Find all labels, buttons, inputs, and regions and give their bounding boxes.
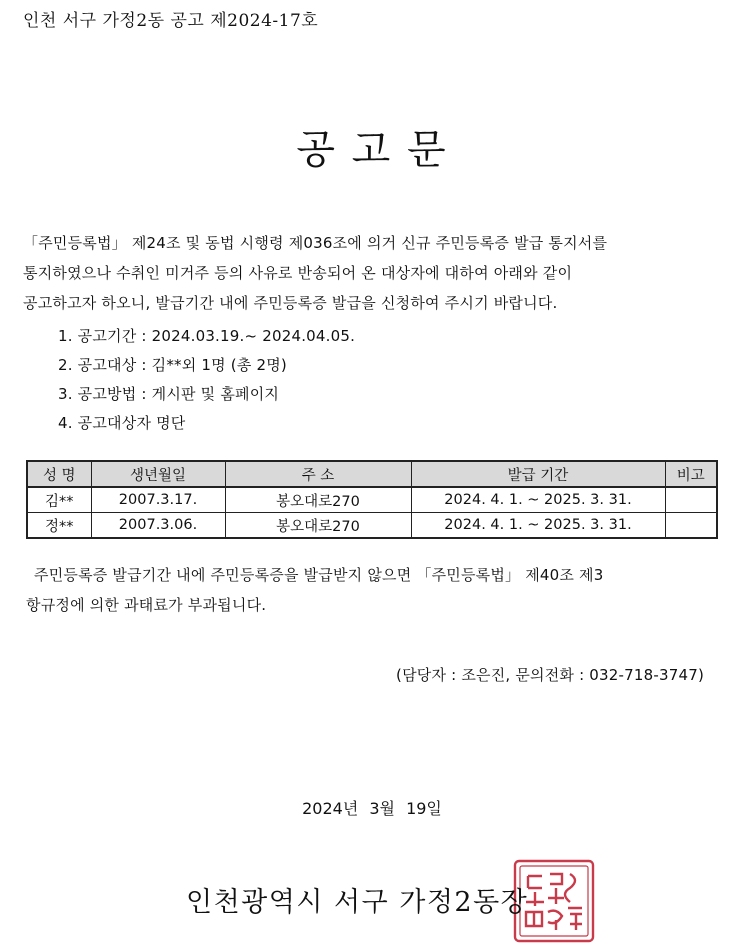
cell-issue-period: 2024. 4. 1. ~ 2025. 3. 31. <box>411 487 665 513</box>
issuing-authority: 인천광역시 서구 가정2동장 <box>186 887 529 918</box>
table-header-row <box>27 461 717 487</box>
page-title: 공 고 문 <box>296 127 448 173</box>
table-row <box>27 487 717 513</box>
table-row <box>27 513 717 539</box>
header-name: 성 명 <box>27 461 91 487</box>
cell-birthdate: 2007.3.06. <box>91 513 225 539</box>
cell-issue-period: 2024. 4. 1. ~ 2025. 3. 31. <box>411 513 665 539</box>
intro-paragraph <box>23 228 723 318</box>
intro-line: 공고하고자 하오니, 발급기간 내에 주민등록증 발급을 신청하여 주시기 바랍니다. <box>23 294 558 312</box>
intro-line: 「주민등록법」 제24조 및 동법 시행령 제036조에 의거 신규 주민등록증 발급 통지서를 <box>23 234 608 252</box>
intro-line: 통지하였으나 수취인 미거주 등의 사유로 반송되어 온 대상자에 대하여 아래와 같이 <box>23 264 573 282</box>
cell-name: 김** <box>27 487 91 513</box>
list-item: 1. 공고기간 : 2024.03.19.~ 2024.04.05. <box>58 327 356 345</box>
header-birthdate: 생년월일 <box>91 461 225 487</box>
cell-address: 봉오대로270 <box>225 513 411 539</box>
cell-birthdate: 2007.3.17. <box>91 487 225 513</box>
target-roster-table <box>26 460 718 539</box>
cell-name: 정** <box>27 513 91 539</box>
list-item: 4. 공고대상자 명단 <box>58 414 186 432</box>
notice-line: 주민등록증 발급기간 내에 주민등록증을 발급받지 않으면 「주민등록법」 제40조 제3 <box>34 566 604 584</box>
header-issue-period: 발급 기간 <box>411 461 665 487</box>
header-remarks: 비고 <box>665 461 717 487</box>
notice-line: 항규정에 의한 과태료가 부과됩니다. <box>26 596 267 614</box>
penalty-notice <box>26 560 603 620</box>
contact-info: (담당자 : 조은진, 문의전화 : 032-718-3747) <box>396 666 704 684</box>
cell-remarks <box>665 487 717 513</box>
cell-remarks <box>665 513 717 539</box>
notice-items-list <box>58 322 355 438</box>
header-address: 주 소 <box>225 461 411 487</box>
issue-date: 2024년 3월 19일 <box>302 799 442 818</box>
list-item: 3. 공고방법 : 게시판 및 홈페이지 <box>58 385 280 403</box>
cell-address: 봉오대로270 <box>225 487 411 513</box>
list-item: 2. 공고대상 : 김**외 1명 (총 2명) <box>58 356 287 374</box>
document-number: 인천 서구 가정2동 공고 제2024-17호 <box>23 11 319 31</box>
